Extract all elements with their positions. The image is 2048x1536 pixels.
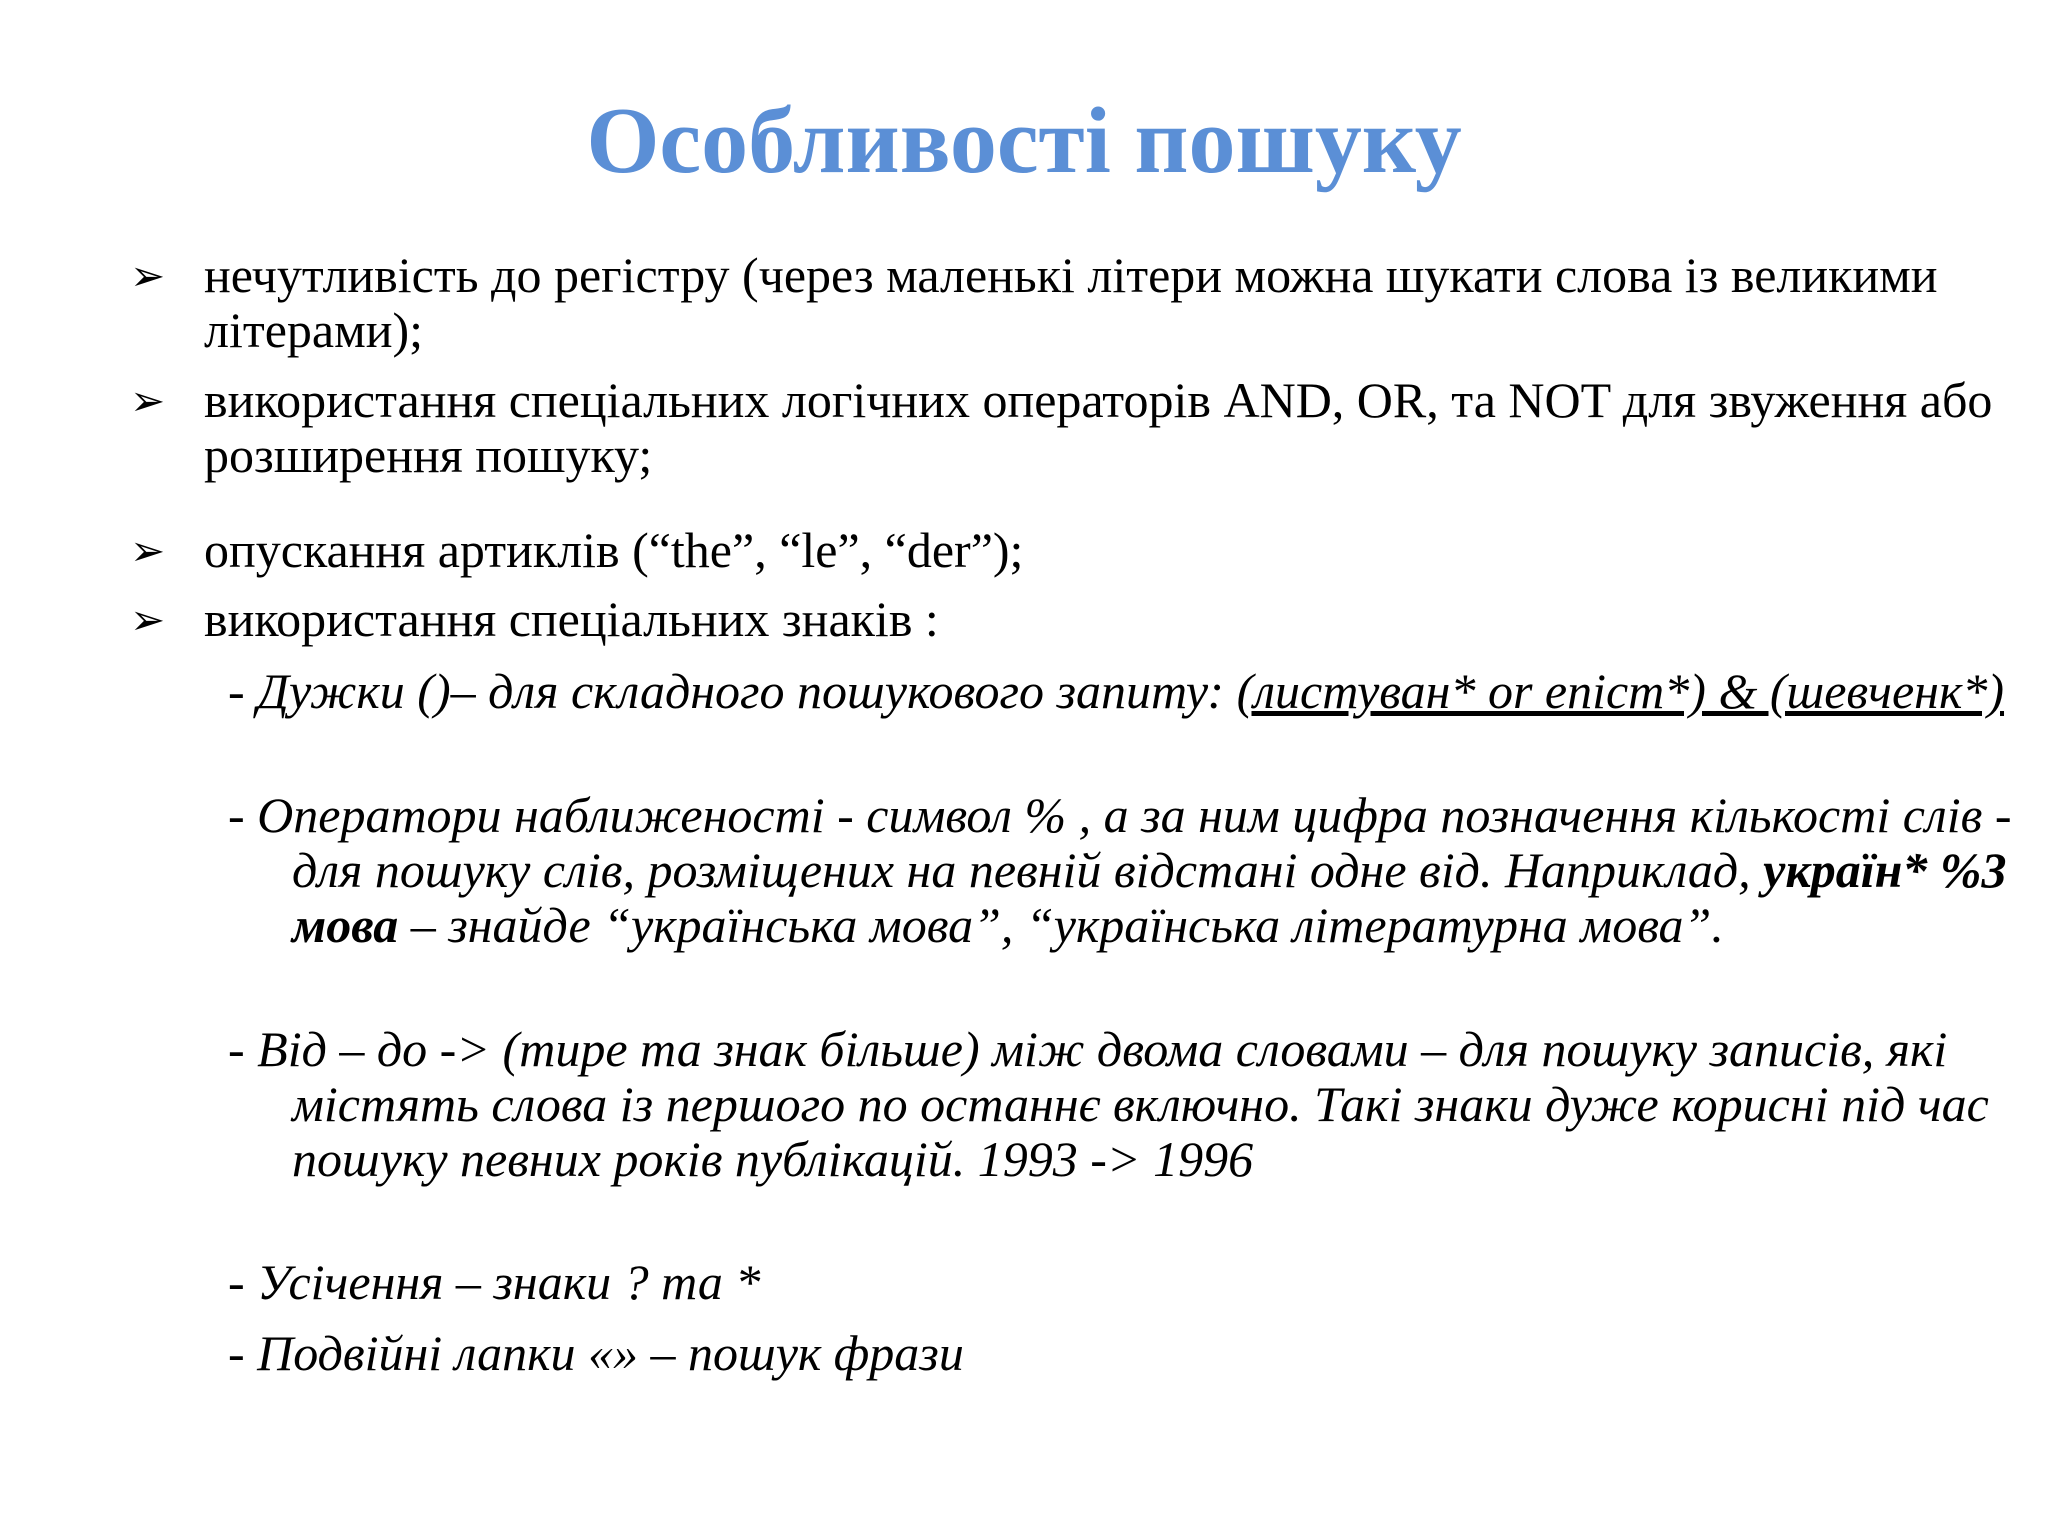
subitem-quotes: - Подвійні лапки «» – пошук фрази	[228, 1325, 964, 1381]
bullet-text: нечутливість до регістру (через маленькі літери можна шукати слова із великими літерами);	[204, 247, 1938, 358]
arrow-bullet-icon: ➢	[130, 526, 166, 575]
subitem-tail: – знайде “українська мова”, “українська літературна мова”.	[398, 897, 1724, 953]
subitem-range: - Від – до -> (тире та знак більше) між двома словами – для пошуку записів, які містять слова із першого по останнє включно. Такі знаки дуже корисні під час пошуку певних років публікацій. 1993 -> 1996	[228, 1021, 1989, 1187]
subitem-example: (листуван* or епіст*) & (шевченк*)	[1236, 663, 2005, 719]
subitem-brackets	[228, 664, 2012, 719]
bullet-text: опускання артиклів (“the”, “le”, “der”);	[204, 522, 1024, 578]
subitem-example: україн* %3 мова	[292, 842, 2007, 953]
bullet-text: використання спеціальних логічних операторів AND, OR, та NOT для звуження або розширення пошуку;	[204, 372, 1993, 483]
subitem-lead: - Дужки ()– для складного пошукового запиту:	[228, 663, 1237, 719]
arrow-bullet-icon: ➢	[130, 595, 166, 644]
arrow-bullet-icon: ➢	[130, 376, 166, 425]
arrow-bullet-icon: ➢	[130, 251, 166, 300]
bullet-articles	[130, 523, 2000, 578]
bullet-logical-operators	[130, 373, 2000, 483]
subitem-proximity	[228, 788, 2012, 953]
slide-title: Особливості пошуку	[586, 89, 1462, 193]
subitem-truncation: - Усічення – знаки ? та *	[228, 1254, 761, 1310]
bullet-special-signs	[130, 592, 2000, 647]
subitem-lead: - Оператори наближеності - символ % , а за ним цифра позначення кількості слів - для пошуку слів, розміщених на певній відстані одне від. Наприклад,	[228, 787, 2012, 898]
bullet-text: використання спеціальних знаків :	[204, 591, 939, 647]
bullet-case-insensitivity	[130, 248, 2000, 358]
